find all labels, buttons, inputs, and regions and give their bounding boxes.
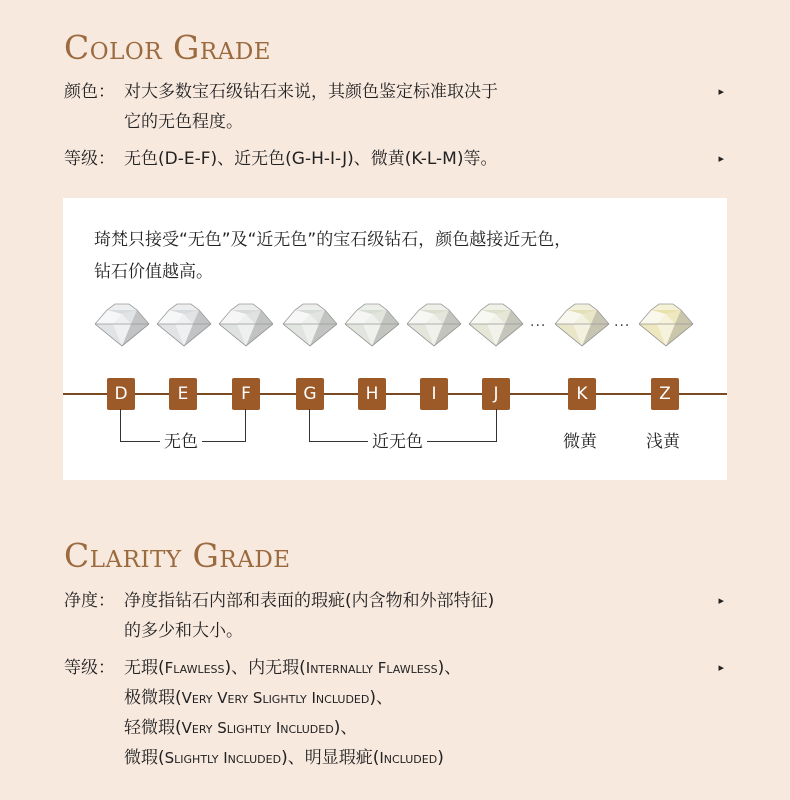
- color-definition-row: [64, 77, 724, 137]
- color-grades-line: 无色(D-E-F)、近无色(G-H-I-J)、微黄(K-L-M)等。: [124, 149, 498, 169]
- diamond-i-icon: [405, 300, 463, 348]
- near-colorless-label: 近无色: [368, 429, 427, 455]
- diamond-f-icon: [217, 300, 275, 348]
- diamond-h-icon: [343, 300, 401, 348]
- grade-i: I: [420, 378, 448, 410]
- faint-yellow-label: 微黄: [563, 432, 597, 452]
- diamond-e-icon: [155, 300, 213, 348]
- grade-cn: 无瑕: [124, 658, 158, 678]
- expand-arrow-icon[interactable]: ▸: [718, 661, 724, 674]
- light-yellow-label: 浅黄: [646, 432, 680, 452]
- diamond-z-icon: [637, 300, 695, 348]
- intro-line: 琦梵只接受“无色”及“近无色”的宝石级钻石，颜色越接近无色，: [94, 230, 572, 250]
- separator: 、: [375, 688, 393, 708]
- expand-arrow-icon[interactable]: ▸: [718, 152, 724, 165]
- diamond-g-icon: [281, 300, 339, 348]
- color-definition-line: 对大多数宝石级钻石来说，其颜色鉴定标准取决于: [124, 82, 498, 102]
- expand-arrow-icon[interactable]: ▸: [718, 85, 724, 98]
- diamond-k-icon: [553, 300, 611, 348]
- color-scale-intro: [94, 224, 571, 288]
- grade-g: G: [296, 378, 324, 410]
- separator: 、: [340, 718, 358, 738]
- clarity-grade-line: 无瑕(Flawless)、内无瑕(Internally Flawless)、: [124, 658, 462, 678]
- grade-label: 等级：: [64, 149, 115, 169]
- grade-cn: 极微瑕: [124, 688, 175, 708]
- grade-h: H: [358, 378, 386, 410]
- grade-k: K: [568, 378, 596, 410]
- clarity-grade-title: Clarity Grade: [64, 536, 291, 575]
- grade-z: Z: [651, 378, 679, 410]
- grade-d: D: [107, 378, 135, 410]
- clarity-definition-row: [64, 586, 724, 646]
- expand-arrow-icon[interactable]: ▸: [718, 594, 724, 607]
- colorless-label: 无色: [160, 429, 202, 455]
- grade-en: Flawless: [164, 659, 225, 677]
- grade-en: Very Slightly Included: [181, 719, 334, 737]
- color-grade-title: Color Grade: [64, 28, 272, 67]
- grade-en: Slightly Included: [164, 749, 282, 767]
- separator: 、: [444, 658, 462, 678]
- clarity-definition-line: 的多少和大小。: [124, 621, 243, 641]
- grade-cn: 微瑕: [124, 748, 158, 768]
- ellipsis: ···: [614, 318, 631, 334]
- grade-en: Included: [379, 749, 438, 767]
- clarity-grade-line: 微瑕(Slightly Included)、明显瑕疵(Included): [124, 748, 444, 768]
- grade-cn: 明显瑕疵: [304, 748, 373, 768]
- clarity-label: 净度：: [64, 591, 115, 611]
- grade-en: Internally Flawless: [305, 659, 438, 677]
- grade-label: 等级：: [64, 658, 115, 678]
- grade-e: E: [169, 378, 197, 410]
- grade-j: J: [482, 378, 510, 410]
- color-label: 颜色：: [64, 82, 115, 102]
- grade-en: Very Very Slightly Included: [181, 689, 370, 707]
- grade-f: F: [232, 378, 260, 410]
- diamond-d-icon: [93, 300, 151, 348]
- clarity-definition-line: 净度指钻石内部和表面的瑕疵(内含物和外部特征): [124, 591, 495, 611]
- diamond-j-icon: [467, 300, 525, 348]
- clarity-grades-row: [64, 653, 724, 773]
- color-scale-line: [63, 393, 727, 395]
- color-grades-row: [64, 144, 724, 174]
- ellipsis: ···: [530, 318, 547, 334]
- grade-cn: 内无瑕: [248, 658, 300, 678]
- grade-cn: 轻微瑕: [124, 718, 175, 738]
- intro-line: 钻石价值越高。: [94, 262, 213, 282]
- clarity-grade-line: 轻微瑕(Very Slightly Included)、: [124, 718, 358, 738]
- color-definition-line: 它的无色程度。: [124, 112, 243, 132]
- clarity-grade-line: 极微瑕(Very Very Slightly Included)、: [124, 688, 393, 708]
